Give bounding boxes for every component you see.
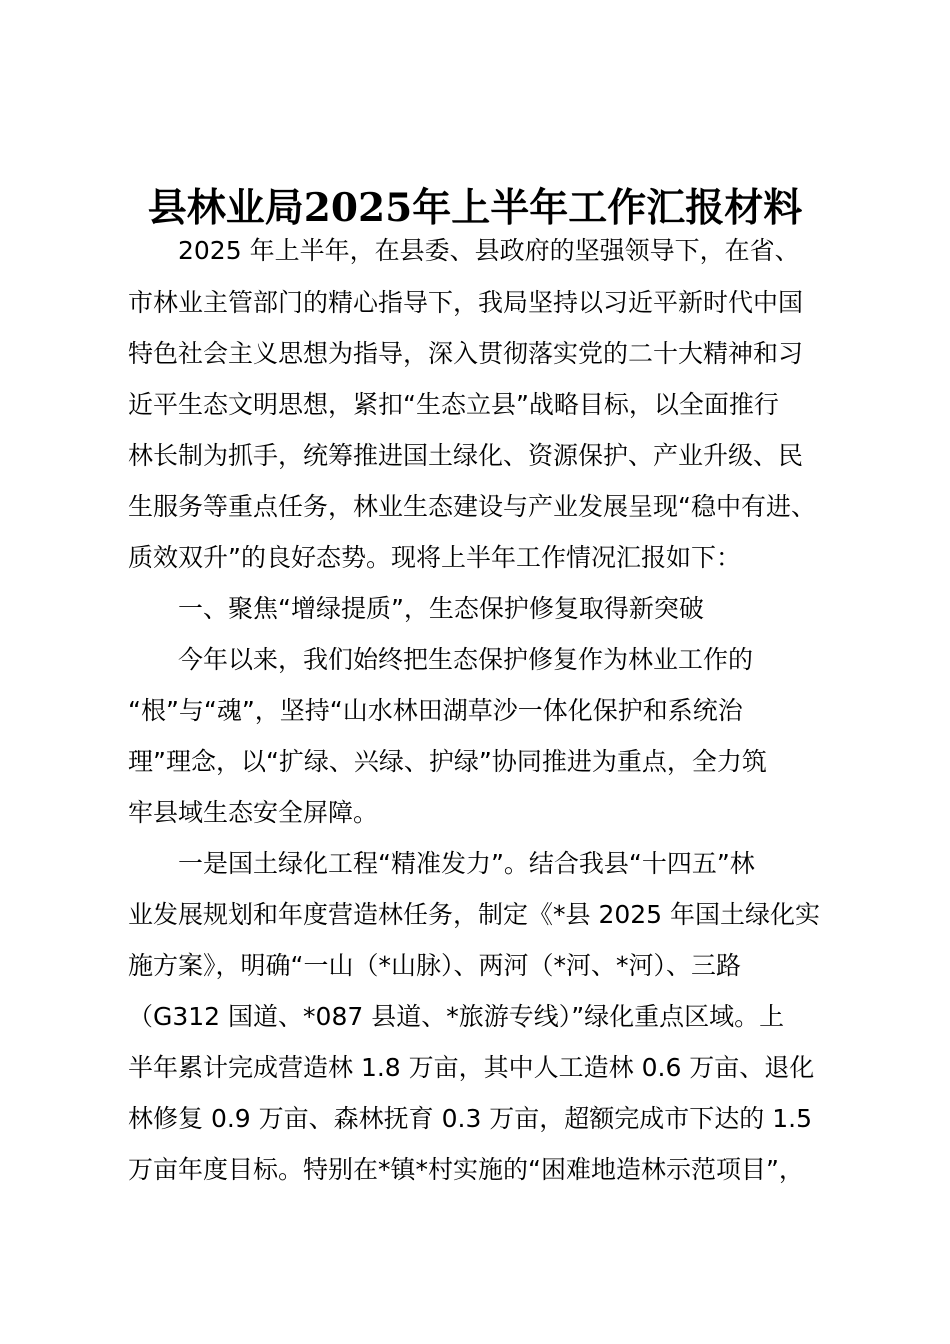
paragraph-line: 质效双升”的良好态势。现将上半年工作情况汇报如下：	[128, 543, 741, 572]
paragraph-line: （G312 国道、*087 县道、*旅游专线）”绿化重点区域。上	[128, 1002, 785, 1031]
paragraph-line: 2025 年上半年，在县委、县政府的坚强领导下，在省、	[178, 236, 800, 265]
paragraph-line: 万亩年度目标。特别在*镇*村实施的“困难地造林示范项目”，	[128, 1155, 804, 1184]
document-title: 县林业局2025年上半年工作汇报材料	[147, 185, 803, 231]
paragraph-line: 理”理念，以“扩绿、兴绿、护绿”协同推进为重点，全力筑	[128, 747, 767, 776]
paragraph-line: 特色社会主义思想为指导，深入贯彻落实党的二十大精神和习	[128, 339, 804, 368]
paragraph-line: 林长制为抓手，统筹推进国土绿化、资源保护、产业升级、民	[128, 441, 804, 470]
paragraph-line: 业发展规划和年度营造林任务，制定《*县 2025 年国土绿化实	[128, 900, 821, 929]
paragraph-line: 施方案》，明确“一山（*山脉）、两河（*河、*河）、三路	[128, 951, 741, 980]
paragraph-line: 今年以来，我们始终把生态保护修复作为林业工作的	[178, 645, 754, 674]
section-heading: 一、聚焦“增绿提质”，生态保护修复取得新突破	[178, 594, 704, 623]
paragraph-line: 生服务等重点任务，林业生态建设与产业发展呈现“稳中有进、	[128, 492, 816, 521]
paragraph-line: 林修复 0.9 万亩、森林抚育 0.3 万亩，超额完成市下达的 1.5	[128, 1104, 813, 1133]
paragraph-line: 市林业主管部门的精心指导下，我局坚持以习近平新时代中国	[128, 288, 804, 317]
paragraph-line: 半年累计完成营造林 1.8 万亩，其中人工造林 0.6 万亩、退化	[128, 1053, 815, 1082]
paragraph-line: 一是国土绿化工程“精准发力”。结合我县“十四五”林	[178, 849, 755, 878]
paragraph-line: 近平生态文明思想，紧扣“生态立县”战略目标，以全面推行	[128, 390, 779, 419]
paragraph-line: “根”与“魂”，坚持“山水林田湖草沙一体化保护和系统治	[128, 696, 743, 725]
paragraph-line: 牢县域生态安全屏障。	[128, 798, 379, 827]
